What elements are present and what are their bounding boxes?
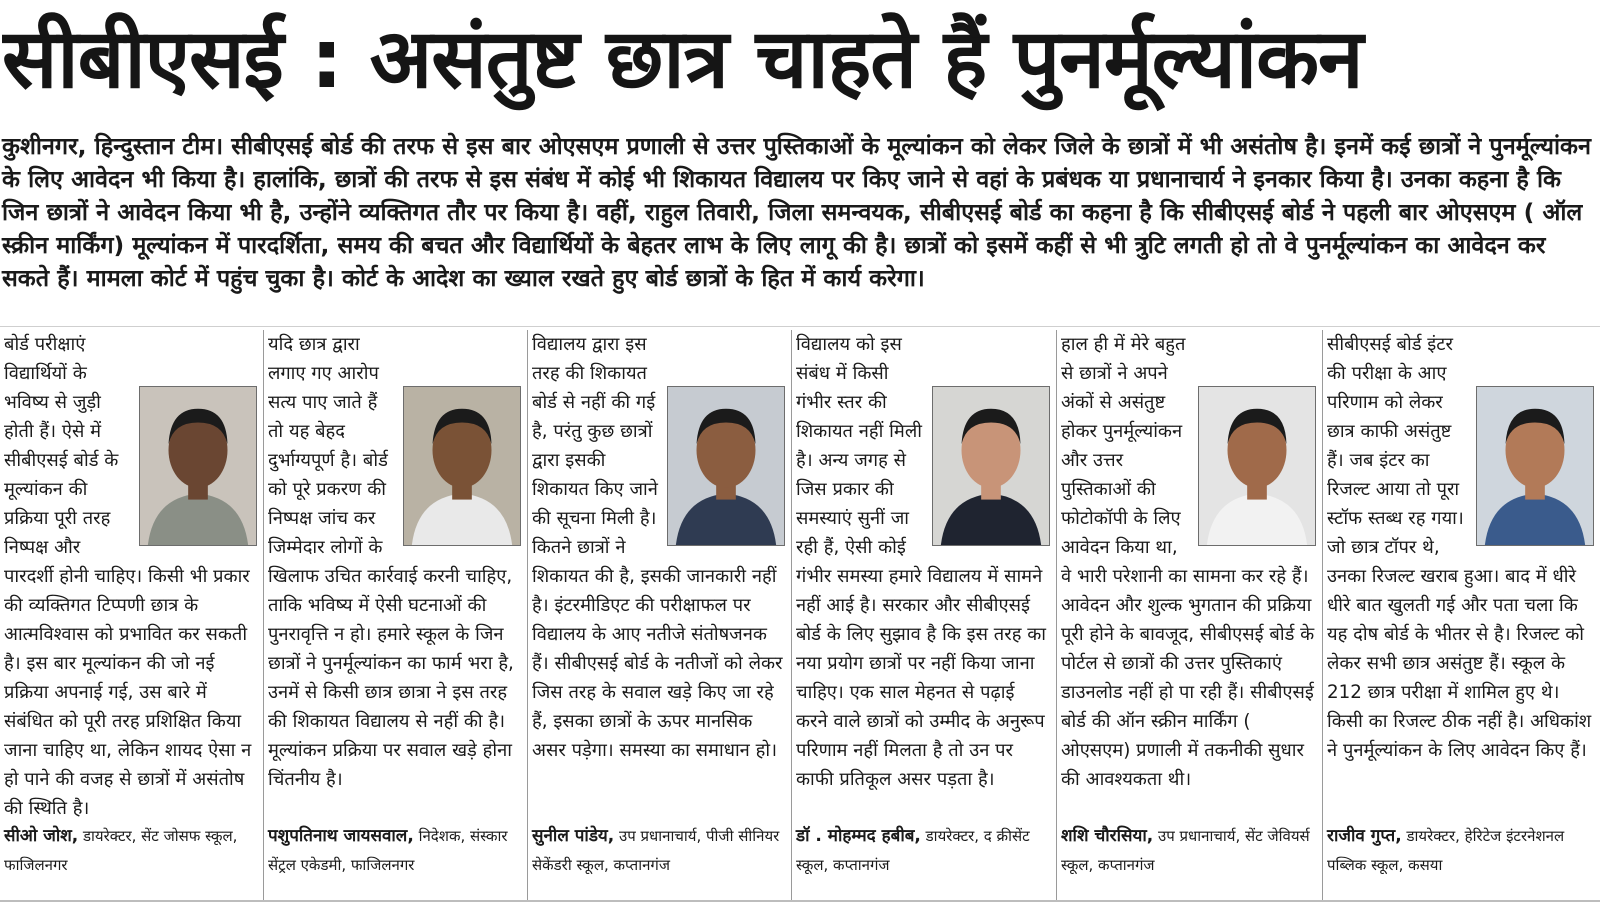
byline	[532, 822, 787, 880]
byline-designation: डायरेक्टर, सेंट जोसफ स्कूल, फाजिलनगर	[4, 827, 238, 874]
portrait-photo	[667, 386, 785, 546]
portrait-photo	[139, 386, 257, 546]
byline-name: शशि चौरसिया,	[1061, 826, 1154, 846]
opinion-column	[791, 330, 1056, 902]
column-text: विद्यालय को इस संबंध में किसी गंभीर स्तर की शिकायत नहीं मिली है। अन्य जगह से जिस प्रकार की समस्याएं सुनीं जा रही हैं, ऐसी कोई गंभीर समस्या हमारे विद्यालय में सामने नहीं आई है। सरकार और सीबीएसई बोर्ड के लिए सुझाव है कि इस तरह का नया प्रयोग छात्रों पर नहीं किया जाना चाहिए। एक साल मेहनत से पढ़ाई करने वाले छात्रों को उम्मीद के अनुरूप परिणाम नहीं मिलता है तो उन पर काफी प्रतिकूल असर पड़ता है।	[796, 334, 1046, 790]
byline-name: सुनील पांडेय,	[532, 826, 615, 846]
column-text: विद्यालय द्वारा इस तरह की शिकायत बोर्ड से नहीं की गई है, परंतु कुछ छात्रों द्वारा इसकी शिकायत किए जाने की सूचना मिली है। कितने छात्रों ने शिकायत की है, इसकी जानकारी नहीं है। इंटरमीडिएट की परीक्षाफल पर विद्यालय के आए नतीजे संतोषजनक हैं। सीबीएसई बोर्ड के नतीजों को लेकर जिस तरह के सवाल खड़े किए जा रहे हैं, इसका छात्रों के ऊपर मानसिक असर पड़ेगा। समस्या का समाधान हो।	[532, 334, 783, 761]
portrait-photo	[1476, 386, 1594, 546]
column-text: हाल ही में मेरे बहुत से छात्रों ने अपने अंकों से असंतुष्ट होकर पुनर्मूल्यांकन और उत्तर पुस्तिकाओं की फोटोकॉपी के लिए आवेदन किया था, वे भारी परेशानी का सामना कर रहे हैं। आवेदन और शुल्क भुगतान की प्रक्रिया पूरी होने के बावजूद, सीबीएसई बोर्ड के पोर्टल से छात्रों की उत्तर पुस्तिकाएं डाउनलोड नहीं हो पा रही हैं। सीबीएसई बोर्ड की ऑन स्क्रीन मार्किंग ( ओएसएम) प्रणाली में तकनीकी सुधार की आवश्यकता थी।	[1061, 334, 1315, 790]
byline	[796, 822, 1052, 880]
headline: सीबीएसई : असंतुष्ट छात्र चाहते हैं पुनर्मूल्यांकन	[2, 12, 1363, 107]
opinion-column	[263, 330, 527, 902]
portrait-photo	[932, 386, 1050, 546]
byline	[268, 822, 523, 880]
bottom-divider	[0, 900, 1600, 902]
opinion-column	[527, 330, 791, 902]
column-text: बोर्ड परीक्षाएं विद्यार्थियों के भविष्य से जुड़ी होती हैं। ऐसे में सीबीएसई बोर्ड के मूल्यांकन की प्रक्रिया पूरी तरह निष्पक्ष और पारदर्शी होनी चाहिए। किसी भी प्रकार की व्यक्तिगत टिप्पणी छात्र के आत्मविश्वास को प्रभावित कर सकती है। इस बार मूल्यांकन की जो नई प्रक्रिया अपनाई गई, उस बारे में संबंधित को पूरी तरह प्रशिक्षित किया जाना चाहिए था, लेकिन शायद ऐसा न हो पाने की वजह से छात्रों में असंतोष की स्थिति है।	[4, 334, 252, 819]
portrait-photo	[1198, 386, 1316, 546]
byline	[1327, 822, 1596, 880]
byline-designation: डायरेक्टर, द क्रीसेंट स्कूल, कप्तानगंज	[796, 827, 1030, 874]
section-divider	[0, 326, 1600, 327]
byline-designation: डायरेक्टर, हेरिटेज इंटरनेशनल पब्लिक स्कूल, कसया	[1327, 827, 1565, 874]
opinion-column	[1056, 330, 1322, 902]
column-text: सीबीएसई बोर्ड इंटर की परीक्षा के आए परिणाम को लेकर छात्र काफी असंतुष्ट हैं। जब इंटर का रिजल्ट आया तो पूरा स्टॉफ स्तब्ध रह गया। जो छात्र टॉपर थे, उनका रिजल्ट खराब हुआ। बाद में धीरे धीरे बात खुलती गई और पता चला कि यह दोष बोर्ड के भीतर से है। रिजल्ट को लेकर सभी छात्र असंतुष्ट हैं। स्कूल के 212 छात्र परीक्षा में शामिल हुए थे। किसी का रिजल्ट ठीक नहीं है। अधिकांश ने पुनर्मूल्यांकन के लिए आवेदन किए हैं।	[1327, 334, 1592, 761]
column-text: यदि छात्र द्वारा लगाए गए आरोप सत्य पाए जाते हैं तो यह बेहद दुर्भाग्यपूर्ण है। बोर्ड को पूरे प्रकरण की निष्पक्ष जांच कर जिम्मेदार लोगों के खिलाफ उचित कार्रवाई करनी चाहिए, ताकि भविष्य में ऐसी घटनाओं की पुनरावृत्ति न हो। हमारे स्कूल के जिन छात्रों ने पुनर्मूल्यांकन का फार्म भरा है, उनमें से किसी छात्र छात्रा ने इस तरह की शिकायत विद्यालय से नहीं की है। मूल्यांकन प्रक्रिया पर सवाल खड़े होना चिंतनीय है।	[268, 334, 514, 790]
byline-name: राजीव गुप्त,	[1327, 826, 1402, 846]
byline-name: डॉ . मोहम्मद हबीब,	[796, 826, 921, 846]
byline-name: सीओ जोश,	[4, 826, 79, 846]
opinion-column	[1322, 330, 1600, 902]
byline-designation: निदेशक, संस्कार सेंट्रल एकेडमी, फाजिलनगर	[268, 827, 508, 874]
byline	[1061, 822, 1318, 880]
opinion-column	[0, 330, 263, 902]
byline-name: पशुपतिनाथ जायसवाल,	[268, 826, 414, 846]
byline	[4, 822, 259, 880]
byline-designation: उप प्रधानाचार्य, पीजी सीनियर सेकेंडरी स्कूल, कप्तानगंज	[532, 827, 780, 874]
portrait-photo	[403, 386, 521, 546]
byline-designation: उप प्रधानाचार्य, सेंट जेवियर्स स्कूल, कप्तानगंज	[1061, 827, 1310, 874]
lead-paragraph: कुशीनगर, हिन्दुस्तान टीम। सीबीएसई बोर्ड की तरफ से इस बार ओएसएम प्रणाली से उत्तर पुस्तिकाओं के मूल्यांकन को लेकर जिले के छात्रों में भी असंतोष है। इनमें कई छात्रों ने पुनर्मूल्यांकन के लिए आवेदन भी किया है। हालांकि, छात्रों की तरफ से इस संबंध में कोई भी शिकायत विद्यालय पर किए जाने से वहां के प्रबंधक या प्रधानाचार्य ने इनकार किया है। उनका कहना है कि जिन छात्रों ने आवेदन किया भी है, उन्होंने व्यक्तिगत तौर पर किया है। वहीं, राहुल तिवारी, जिला समन्वयक, सीबीएसई बोर्ड का कहना है कि सीबीएसई बोर्ड ने पहली बार ओएसएम ( ऑल स्क्रीन मार्किंग) मूल्यांकन में पारदर्शिता, समय की बचत और विद्यार्थियों के बेहतर लाभ के लिए लागू की है। छात्रों को इसमें कहीं से भी त्रुटि लगती हो तो वे पुनर्मूल्यांकन का आवेदन कर सकते हैं। मामला कोर्ट में पहुंच चुका है। कोर्ट के आदेश का ख्याल रखते हुए बोर्ड छात्रों के हित में कार्य करेगा।	[2, 132, 1591, 292]
